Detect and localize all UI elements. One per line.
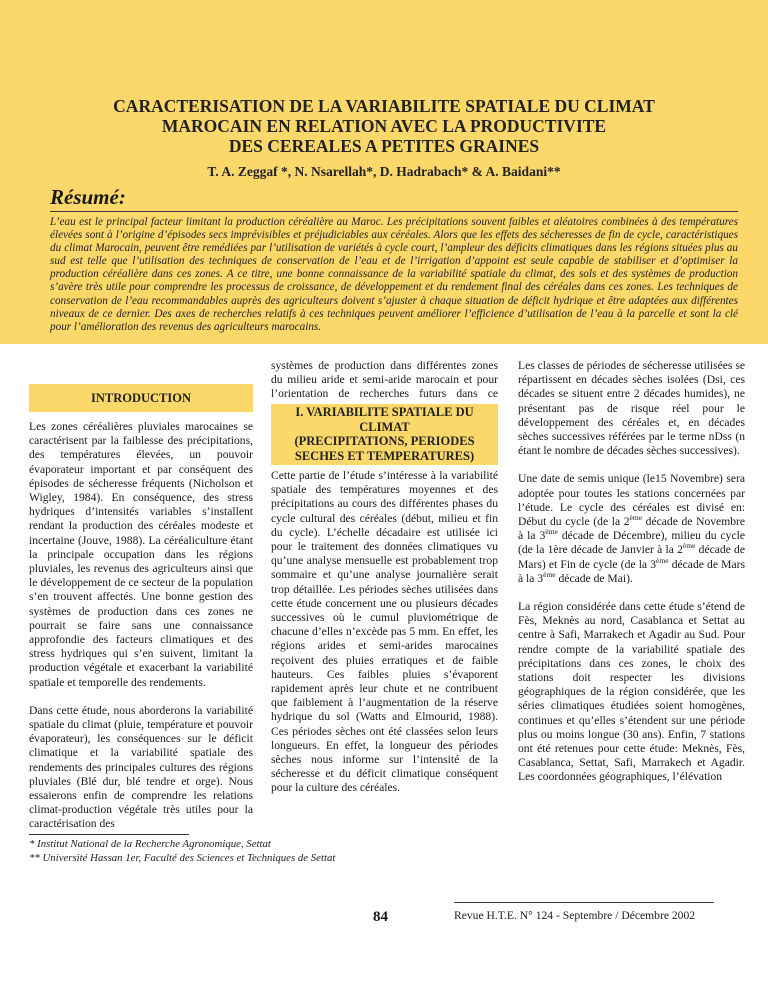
intro-paragraph-1: Les zones céréalières pluviales marocaines se caractérisent par la faiblesse des précipitations, des températures élevées, un pouvoir évaporateur important et par conséquent des épisodes de sécheresse fréquents (Nicholson et Wigley, 1984). En conséquence, des stress hydriques d’intensités variables s’installent rendant la production des céréales modeste et incertaine (Jouve, 1988). La céréaliculture étant la principale occupation dans les régions pluviales, les revenus des agriculteurs ainsi que le développement de ce secteur de la population s’en trouvent affectés. Une bonne gestion des systèmes de production dans ces zones ne pourrait se faire sans une connaissance approfondie des facteurs climatiques et des stress hydriques qui s’en suivent, limitant la production végétale et exacerbant la variabilité spatiale et temporelle des rendements. [29,420,253,689]
text-span: décade de Décembre), milieu du cycle (de la 1ère décade de Janvier à la 2 [518,529,745,557]
abstract: L’eau est le principal facteur limitant la production céréalière au Maroc. Les précipitations souvent faibles et aléatoires combinées à des températures élevées sont à l’origine d’épisodes secs imprévisibles et préjudiciables aux céréales. Alors que les effets des sécheresses de fin de cycle, caractéristiques du climat Marocain, peuvent être remédiées par l’utilisation de variétés à cycle court, l’ampleur des déficits climatiques dans les régions situées plus au sud est telle que l’utilisation des techniques de conservation de l’eau et de l’irrigation d’appoint est seule capable de stabiliser et d’optimiser la production céréalière dans ces zones. A ce titre, une bonne connaissance de la variabilité spatiale du climat, des sols et des systèmes de production s’avère très utile pour comprendre les processus de croissance, de développement et du rendement final des céréales dans ces zones. Les techniques de conservation de l’eau recommandables auprès des agriculteurs doivent s’ajuster à chaque situation de déficit hydrique et être adaptées aux différentes niveaux de ce dernier. Des axes de recherches relatifs à ces techniques peuvent améliorer l’efficience d’utilisation de l’eau à la parcelle et sont la clé pour l’amélioration des revenus des agriculteurs marocains. [50,216,738,333]
column-2-top: systèmes de production dans différentes zones du milieu aride et semi-aride marocain et pour l’orientation de recherches futurs dans ce [271,359,498,401]
col3-paragraph-1: Les classes de périodes de sécheresse utilisées se répartissent en décades sèches isolées (Dsi, ces décades se situent entre 2 décades humides), ne présentant pas de risque réel pour le développement des céréales et, en décades sèches successives référées par le terme nDss (n étant le nombre de décades sèches successives). [518,359,745,458]
superscript: ème [629,513,643,523]
journal-divider [454,902,714,903]
article-title [40,96,728,156]
section-heading-line-2: CLIMAT [359,419,410,434]
section-heading-line-1: I. VARIABILITE SPATIALE DU [295,405,474,419]
footnote-1: * Institut National de la Recherche Agronomique, Settat [29,838,271,850]
section-heading-line-4: SECHES ET TEMPERATURES) [294,448,475,463]
text-span: Une date de semis unique (le15 Novembre) sera adoptée pour toutes les stations concernées par l’étude. Le cycle des céréales est divisé en: Début du cycle (de la 2 [518,472,745,529]
superscript: ème [656,555,669,565]
footnotes [29,838,335,865]
intro-paragraph-2: Dans cette étude, nous aborderons la variabilité spatiale du climat (pluie, température et pouvoir évaporateur), les conséquences sur le déficit climatique et la variabilité spatiale des rendements des principales cultures des régions pluviales (Blé dur, blé tendre et orge). Nous essaierons enfin de comprendre les relations climat-production végétale très utiles pour la caractérisation des [29,703,253,831]
footnote-2: ** Université Hassan 1er, Faculté des Sciences et Techniques de Settat [29,851,336,864]
resume-heading: Résumé: [50,185,126,209]
column-2-body: Cette partie de l’étude s’intéresse à la variabilité spatiale des températures moyennes et des précipitations au cours des différentes phases du cycle cultural des céréales (début, milieu et fin du cycle). L’échelle décadaire est utilisée ici pour le traitement des données climatiques vu qu’une analyse mensuelle est probablement trop sommaire et qu’une analyse journalière serait trop détaillée. Les périodes sèches utilisées dans cette étude concernent une ou plusieurs décades successives où le cumul pluviométrique de chacune d’elles n’excède pas 5 mm. En effet, les régions arides et semi-arides marocaines reçoivent des pluies erratiques et de faible hauteurs. Ces faibles pluies s’évaporent rapidement après leur chute et ne contribuent que faiblement à l’augmentation de la réserve hydrique du sol (Watts and Elmourid, 1988). Ces périodes sèches ont été classées selon leurs longueurs. En effet, la longueur des périodes sèches nous informe sur l’intensité de la sécheresse et du déficit climatique conséquent pour la culture des céréales. [271,469,498,795]
col3-paragraph-3: La région considérée dans cette étude s’étend de Fès, Meknès au nord, Casablanca et Settat au centre à Safi, Marrakech et Agadir au Sud. Pour rendre compte de la variabilité spatiale des précipitations dans ces zones, le choix des stations doit respecter les divisions géographiques de la région considérée, que les séries climatiques étudiées soient homogènes, continues et qu’elles s’étendent sur une période plus ou moins longue (30 ans). Enfin, 7 stations ont été retenues pour cette étude: Meknès, Fès, Casablanca, Settat, Safi, Marrakech et Agadir. Les coordonnées géographiques, l’élévation [518,600,745,784]
column-3 [518,359,745,799]
footnote-divider [29,834,189,835]
text-span: décade de Novembre à la 3 [518,515,746,543]
page-number: 84 [373,909,388,925]
column-1 [29,420,253,846]
authors: T. A. Zeggaf *, N. Nsarellah*, D. Hadrabach* & A. Baidani** [207,164,561,179]
title-line-3: DES CEREALES A PETITES GRAINES [228,136,540,156]
section-heading-line-3: (PRECIPITATIONS, PERIODES [294,434,475,448]
superscript: ème [682,541,696,551]
journal-citation: Revue H.T.E. N° 124 - Septembre / Décembre 2002 [454,909,696,922]
superscript: ème [545,527,558,537]
text-span: décade de Mars) et Fin de cycle (de la 3 [518,543,745,571]
introduction-heading: INTRODUCTION [29,384,253,412]
title-line-1: CARACTERISATION DE LA VARIABILITE SPATIALE DU CLIMAT [113,96,655,116]
title-line-2: MAROCAIN EN RELATION AVEC LA PRODUCTIVITE [161,116,607,136]
resume-divider [50,211,738,212]
superscript: ème [543,569,556,579]
col3-paragraph-2 [518,472,745,586]
section-heading [271,404,498,465]
text-span: décade de Mars à la 3 [518,557,745,585]
text-span: décade de Mai). [555,571,633,585]
